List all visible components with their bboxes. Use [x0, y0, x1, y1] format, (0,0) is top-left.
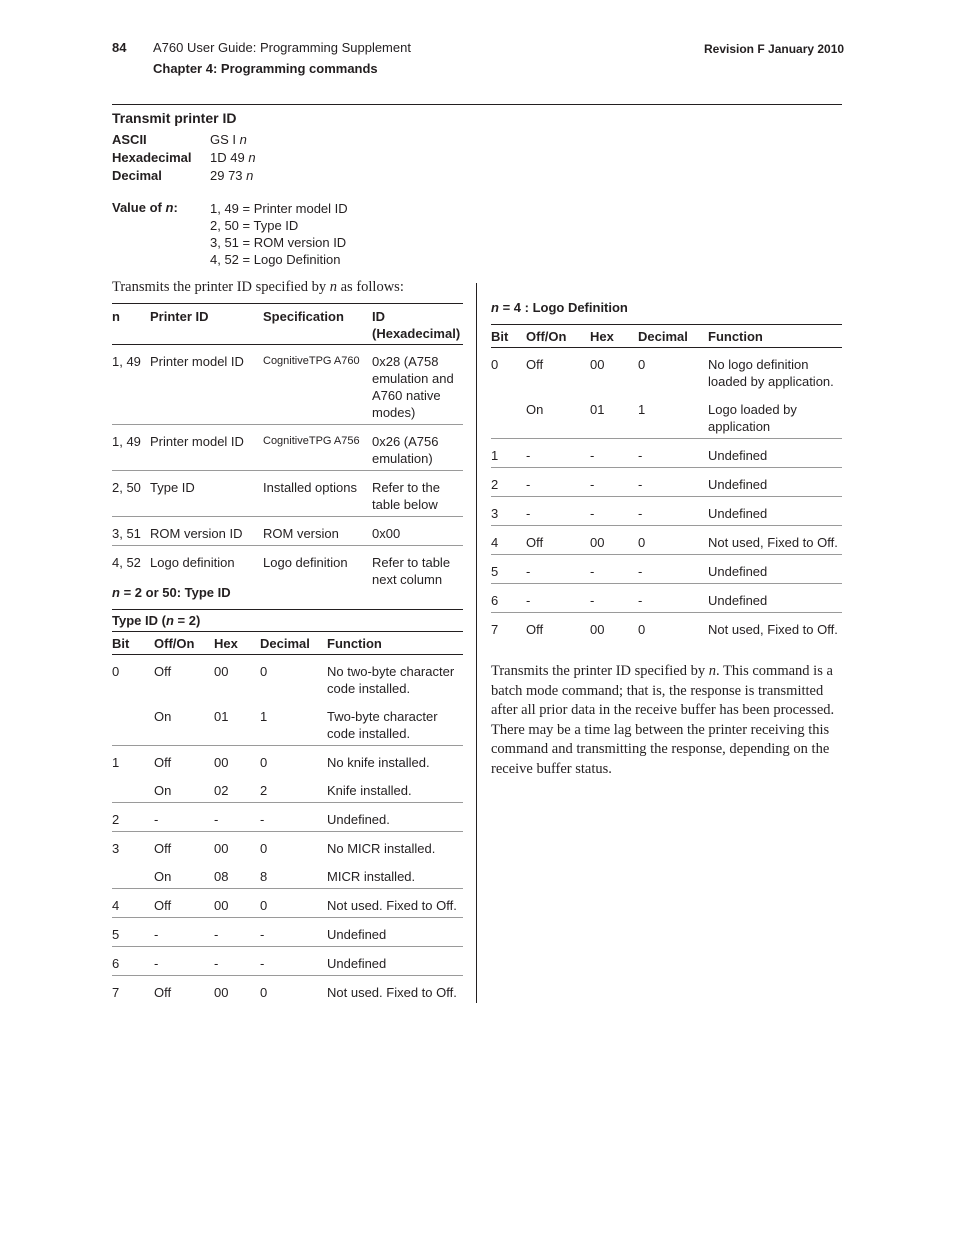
- cell-specification: Installed options: [263, 480, 357, 495]
- cell-function: Undefined: [708, 555, 842, 584]
- cell-off-on: -: [526, 584, 590, 613]
- cell-hex: -: [590, 584, 638, 613]
- cell-decimal: 0: [260, 755, 268, 770]
- cell-bit: [112, 700, 154, 746]
- col-header-printer-id: Printer ID: [150, 309, 209, 324]
- table-row: [112, 947, 463, 976]
- type-id-caption: n = 2 or 50: Type ID: [112, 585, 231, 600]
- cell-n: 1, 49: [112, 434, 141, 449]
- type-table-body: [112, 655, 463, 1005]
- cell-decimal: 1: [638, 393, 708, 439]
- cell-hex: 08: [214, 860, 260, 889]
- decimal-value: 29 73 n: [210, 168, 254, 183]
- cell-function: Undefined.: [327, 803, 463, 832]
- cell-bit: 6: [491, 584, 526, 613]
- cell-hex: 00: [590, 357, 605, 372]
- table-row: [112, 345, 463, 425]
- col-header-id-hex: ID (Hexadecimal): [372, 309, 461, 341]
- cell-bit: 4: [112, 889, 154, 918]
- cell-n: 2, 50: [112, 480, 141, 495]
- cell-decimal: 0: [638, 622, 646, 637]
- cell-function: Knife installed.: [327, 774, 463, 803]
- cell-specification: CognitiveTPG A760: [263, 355, 360, 367]
- chapter-title: Chapter 4: Programming commands: [153, 61, 378, 76]
- ascii-label: ASCII: [112, 132, 147, 147]
- col-header-specification: Specification: [263, 309, 344, 324]
- cell-off-on: -: [526, 468, 590, 497]
- col-header-hex: Hex: [590, 325, 638, 348]
- cell-decimal: -: [638, 439, 708, 468]
- cell-off-on: Off: [526, 622, 544, 637]
- logo-caption: n = 4 : Logo Definition: [491, 300, 628, 315]
- cell-decimal: 0: [638, 526, 708, 555]
- cell-printer-id: Logo definition: [150, 555, 235, 570]
- cell-decimal: -: [260, 803, 327, 832]
- cell-id-hex: 0x28 (A758 emulation and A760 native modes): [372, 354, 454, 420]
- cell-specification: ROM version: [263, 526, 339, 541]
- cell-bit: 3: [112, 841, 120, 856]
- table-row: [491, 497, 842, 526]
- cell-bit: [491, 393, 526, 439]
- cell-decimal: 2: [260, 774, 327, 803]
- cell-hex: -: [214, 947, 260, 976]
- col-header-off-on: Off/On: [526, 325, 590, 348]
- cell-decimal: 8: [260, 860, 327, 889]
- table-row: [491, 555, 842, 584]
- cell-hex: -: [214, 803, 260, 832]
- cell-specification: Logo definition: [263, 555, 348, 570]
- cell-hex: -: [590, 555, 638, 584]
- cell-decimal: 0: [260, 841, 268, 856]
- col-header-decimal: Decimal: [638, 325, 708, 348]
- printer-id-table: [112, 303, 463, 591]
- ascii-value: GS I n: [210, 132, 247, 147]
- cell-function: No two-byte character code installed.: [327, 664, 455, 696]
- cell-function: No MICR installed.: [327, 841, 436, 856]
- guide-title: A760 User Guide: Programming Supplement: [153, 40, 411, 55]
- value-item: 4, 52 = Logo Definition: [210, 252, 341, 267]
- logo-table-header: [491, 325, 842, 348]
- cell-function: Not used, Fixed to Off.: [708, 622, 838, 637]
- cell-off-on: -: [526, 555, 590, 584]
- cell-off-on: On: [526, 393, 590, 439]
- cell-function: No logo definition loaded by application.: [708, 357, 834, 389]
- type-table-header: [112, 632, 463, 655]
- cell-hex: 01: [590, 393, 638, 439]
- value-item: 3, 51 = ROM version ID: [210, 235, 347, 250]
- cell-n: 4, 52: [112, 555, 141, 570]
- cell-printer-id: ROM version ID: [150, 526, 243, 541]
- cell-bit: 0: [112, 664, 120, 679]
- cell-decimal: -: [638, 555, 708, 584]
- table-row: [491, 584, 842, 613]
- cell-hex: 01: [214, 700, 260, 746]
- cell-printer-id: Type ID: [150, 480, 195, 495]
- section-title: Transmit printer ID: [112, 110, 237, 126]
- hex-value: 1D 49 n: [210, 150, 256, 165]
- cell-hex: 00: [214, 889, 260, 918]
- table-row: [112, 803, 463, 832]
- col-header-bit: Bit: [112, 632, 154, 655]
- type-id-table: [112, 609, 463, 1004]
- ascii-row: [0, 132, 400, 150]
- col-header-decimal: Decimal: [260, 632, 327, 655]
- cell-function: Logo loaded by application: [708, 393, 842, 439]
- cell-bit: 2: [112, 803, 154, 832]
- cell-n: 1, 49: [112, 354, 141, 369]
- cell-n: 3, 51: [112, 526, 141, 541]
- cell-printer-id: Printer model ID: [150, 434, 244, 449]
- table-row: [112, 889, 463, 918]
- table-row: [491, 468, 842, 497]
- cell-function: Undefined: [327, 947, 463, 976]
- cell-off-on: Off: [154, 841, 172, 856]
- hex-row: [0, 150, 400, 168]
- col-header-function: Function: [708, 325, 842, 348]
- logo-table-body: [491, 348, 842, 642]
- table-row: [112, 918, 463, 947]
- cell-hex: 00: [214, 755, 229, 770]
- table-row: [491, 613, 842, 642]
- cell-function: Undefined: [708, 439, 842, 468]
- cell-hex: -: [590, 497, 638, 526]
- cell-id-hex: Refer to table next column: [372, 555, 451, 587]
- hex-label: Hexadecimal: [112, 150, 192, 165]
- cell-off-on: Off: [526, 526, 590, 555]
- cell-bit: 3: [491, 497, 526, 526]
- cell-decimal: -: [638, 468, 708, 497]
- cell-decimal: -: [260, 947, 327, 976]
- cell-off-on: Off: [154, 755, 172, 770]
- cell-bit: 2: [491, 468, 526, 497]
- table-row: [112, 655, 463, 701]
- cell-bit: [112, 860, 154, 889]
- cell-decimal: 0: [638, 357, 646, 372]
- revision-label: Revision F January 2010: [704, 42, 845, 56]
- cell-off-on: Off: [526, 357, 544, 372]
- cell-function: Not used. Fixed to Off.: [327, 985, 457, 1000]
- col-header-off-on: Off/On: [154, 632, 214, 655]
- cell-function: MICR installed.: [327, 860, 463, 889]
- cell-decimal: -: [638, 497, 708, 526]
- cell-id-hex: Refer to the table below: [372, 480, 440, 512]
- cell-hex: -: [590, 468, 638, 497]
- table-row: [112, 425, 463, 471]
- cell-bit: 0: [491, 357, 499, 372]
- cell-bit: 6: [112, 947, 154, 976]
- cell-off-on: On: [154, 860, 214, 889]
- table-row: [112, 471, 463, 517]
- value-list: [210, 200, 348, 268]
- cell-function: Two-byte character code installed.: [327, 700, 463, 746]
- table-row: [112, 832, 463, 861]
- cell-off-on: On: [154, 700, 214, 746]
- col-header-function: Function: [327, 632, 463, 655]
- table-row: [491, 439, 842, 468]
- header-divider: [112, 104, 842, 105]
- cell-bit: 7: [491, 622, 499, 637]
- cell-off-on: -: [526, 497, 590, 526]
- type-table-caption: Type ID (n = 2): [112, 610, 463, 632]
- table-row: [491, 526, 842, 555]
- decimal-row: [0, 168, 400, 186]
- col-header-hex: Hex: [214, 632, 260, 655]
- cell-bit: 7: [112, 985, 120, 1000]
- cell-off-on: -: [154, 918, 214, 947]
- cell-function: Undefined: [708, 584, 842, 613]
- value-item: 1, 49 = Printer model ID: [210, 201, 348, 216]
- table-row: [491, 393, 842, 439]
- cell-hex: 00: [214, 841, 229, 856]
- cell-function: No knife installed.: [327, 755, 430, 770]
- cell-off-on: Off: [154, 664, 172, 679]
- cell-bit: 5: [491, 555, 526, 584]
- decimal-label: Decimal: [112, 168, 162, 183]
- cell-id-hex: 0x00: [372, 526, 401, 541]
- cell-hex: -: [214, 918, 260, 947]
- cell-specification: CognitiveTPG A756: [263, 435, 360, 447]
- col-header-n: n: [112, 309, 120, 324]
- cell-function: Undefined: [327, 918, 463, 947]
- cell-id-hex: 0x26 (A756 emulation): [372, 434, 439, 466]
- cell-decimal: -: [638, 584, 708, 613]
- intro-text: Transmits the printer ID specified by n as follows:: [112, 279, 404, 295]
- cell-hex: 00: [214, 985, 229, 1000]
- value-of-n: [0, 200, 400, 270]
- cell-bit: [112, 774, 154, 803]
- cell-decimal: 0: [260, 985, 268, 1000]
- cell-bit: 1: [491, 439, 526, 468]
- table-row: [112, 700, 463, 746]
- cell-off-on: -: [154, 803, 214, 832]
- cell-decimal: 0: [260, 664, 268, 679]
- cell-printer-id: Printer model ID: [150, 354, 244, 369]
- cell-bit: 1: [112, 755, 120, 770]
- cell-hex: 02: [214, 774, 260, 803]
- table-row: [112, 860, 463, 889]
- cell-off-on: -: [154, 947, 214, 976]
- cell-bit: 4: [491, 526, 526, 555]
- value-label: Value of n:: [112, 200, 178, 215]
- cell-off-on: Off: [154, 985, 172, 1000]
- column-divider: [476, 283, 477, 1003]
- cell-off-on: -: [526, 439, 590, 468]
- cell-bit: 5: [112, 918, 154, 947]
- closing-paragraph: Transmits the printer ID specified by n. This command is a batch mode command; that is, the response is transmitted after all prior data in the receive buffer has been processed. There may be a time lag between the printer receiving this command and transmitting the response, depending on the receive buffer status.: [491, 663, 835, 777]
- logo-definition-table: [491, 324, 842, 641]
- cell-function: Not used, Fixed to Off.: [708, 526, 842, 555]
- cell-off-on: Off: [154, 889, 214, 918]
- cell-hex: -: [590, 439, 638, 468]
- table-row: [112, 774, 463, 803]
- cell-function: Undefined: [708, 497, 842, 526]
- value-item: 2, 50 = Type ID: [210, 218, 299, 233]
- table-row: [112, 517, 463, 546]
- cell-function: Undefined: [708, 468, 842, 497]
- cell-decimal: 0: [260, 889, 327, 918]
- col-header-bit: Bit: [491, 325, 526, 348]
- cell-hex: 00: [214, 664, 229, 679]
- cell-decimal: -: [260, 918, 327, 947]
- table-row: [112, 976, 463, 1005]
- cell-decimal: 1: [260, 700, 327, 746]
- table-row: [491, 348, 842, 394]
- cell-hex: 00: [590, 526, 638, 555]
- page-number: 84: [112, 40, 127, 55]
- table-row: [112, 746, 463, 775]
- cell-function: Not used. Fixed to Off.: [327, 889, 463, 918]
- cell-off-on: On: [154, 774, 214, 803]
- cell-hex: 00: [590, 622, 605, 637]
